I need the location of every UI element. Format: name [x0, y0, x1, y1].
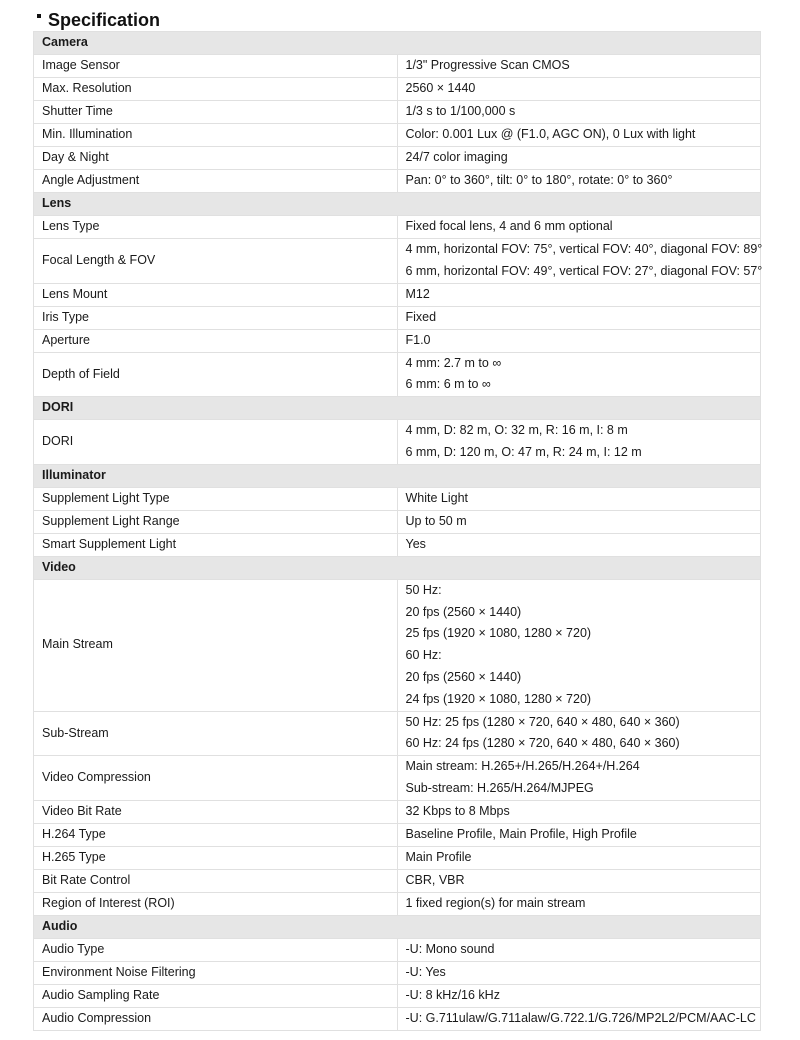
spec-value-line: F1.0 — [405, 332, 431, 347]
spec-row — [34, 846, 761, 869]
spec-row — [34, 306, 761, 329]
spec-key: Angle Adjustment — [34, 170, 398, 193]
section-header — [34, 915, 761, 938]
spec-value-line: 60 Hz: — [405, 648, 442, 663]
spec-row — [34, 420, 761, 465]
spec-value-line: CBR, VBR — [405, 872, 465, 887]
spec-value-line: Baseline Profile, Main Profile, High Profile — [405, 826, 637, 841]
spec-value — [397, 846, 761, 869]
section-title: Illuminator — [34, 464, 761, 487]
page-title-text: Specification — [48, 9, 161, 30]
spec-value-line: 6 mm: 6 m to ∞ — [405, 377, 491, 392]
spec-key: Max. Resolution — [34, 78, 398, 101]
spec-value — [397, 823, 761, 846]
spec-value-line: 20 fps (2560 × 1440) — [405, 669, 522, 684]
spec-value — [397, 306, 761, 329]
spec-row — [34, 216, 761, 239]
spec-row — [34, 55, 761, 78]
spec-row — [34, 823, 761, 846]
section-title: Camera — [34, 32, 761, 55]
spec-value-line: 60 Hz: 24 fps (1280 × 720, 640 × 480, 640 × 360) — [405, 736, 680, 751]
spec-value-line: 50 Hz: 25 fps (1280 × 720, 640 × 480, 640 × 360) — [405, 714, 680, 729]
spec-value — [397, 961, 761, 984]
spec-row — [34, 892, 761, 915]
spec-key: Audio Sampling Rate — [34, 984, 398, 1007]
section-title: DORI — [34, 397, 761, 420]
spec-value — [397, 55, 761, 78]
spec-row — [34, 329, 761, 352]
spec-value — [397, 283, 761, 306]
spec-value — [397, 216, 761, 239]
spec-row — [34, 579, 761, 711]
spec-row — [34, 533, 761, 556]
spec-key: Shutter Time — [34, 101, 398, 124]
spec-row — [34, 711, 761, 756]
spec-key: Lens Type — [34, 216, 398, 239]
page-title — [37, 8, 160, 32]
spec-value — [397, 800, 761, 823]
spec-row — [34, 487, 761, 510]
spec-value-line: 25 fps (1920 × 1080, 1280 × 720) — [405, 626, 592, 641]
spec-row — [34, 78, 761, 101]
spec-value-line: -U: Mono sound — [405, 941, 495, 956]
spec-value — [397, 510, 761, 533]
spec-key: Supplement Light Range — [34, 510, 398, 533]
spec-value — [397, 892, 761, 915]
spec-key: Image Sensor — [34, 55, 398, 78]
spec-value — [397, 711, 761, 756]
spec-value-line: 24 fps (1920 × 1080, 1280 × 720) — [405, 691, 592, 706]
spec-key: Lens Mount — [34, 283, 398, 306]
spec-row — [34, 510, 761, 533]
spec-key: Audio Type — [34, 938, 398, 961]
spec-value — [397, 101, 761, 124]
spec-key: Iris Type — [34, 306, 398, 329]
spec-value-line: -U: Yes — [405, 964, 446, 979]
spec-row — [34, 352, 761, 397]
spec-value-line: 1 fixed region(s) for main stream — [405, 895, 586, 910]
spec-value-line: 4 mm, horizontal FOV: 75°, vertical FOV: 40°, diagonal FOV: 89° — [405, 242, 763, 256]
spec-table — [33, 31, 761, 1031]
section-title: Video — [34, 556, 761, 579]
spec-value-line: Fixed — [405, 309, 437, 324]
section-header — [34, 397, 761, 420]
spec-value — [397, 329, 761, 352]
square-bullet-icon — [37, 14, 41, 18]
spec-key: H.265 Type — [34, 846, 398, 869]
spec-value-line: Yes — [405, 536, 426, 551]
spec-key: Video Compression — [34, 756, 398, 801]
spec-value-line: Up to 50 m — [405, 513, 467, 528]
spec-value-line: Sub-stream: H.265/H.264/MJPEG — [405, 780, 594, 795]
spec-value-line: 2560 × 1440 — [405, 81, 476, 96]
spec-key: Video Bit Rate — [34, 800, 398, 823]
spec-value-line: 24/7 color imaging — [405, 150, 508, 165]
spec-key: Region of Interest (ROI) — [34, 892, 398, 915]
spec-row — [34, 1007, 761, 1030]
spec-value — [397, 984, 761, 1007]
section-title: Audio — [34, 915, 761, 938]
spec-row — [34, 147, 761, 170]
spec-value — [397, 487, 761, 510]
spec-row — [34, 869, 761, 892]
spec-row — [34, 239, 761, 284]
spec-key: Environment Noise Filtering — [34, 961, 398, 984]
section-header — [34, 32, 761, 55]
spec-value-line: White Light — [405, 490, 469, 505]
spec-row — [34, 938, 761, 961]
spec-value — [397, 124, 761, 147]
spec-key: Min. Illumination — [34, 124, 398, 147]
spec-value-line: -U: G.711ulaw/G.711alaw/G.722.1/G.726/MP2L2/PCM/AAC-LC — [405, 1010, 756, 1025]
spec-row — [34, 170, 761, 193]
spec-value-line: 4 mm: 2.7 m to ∞ — [405, 355, 502, 370]
spec-key: Supplement Light Type — [34, 487, 398, 510]
spec-row — [34, 283, 761, 306]
spec-value-line: M12 — [405, 286, 430, 301]
spec-value-line: 4 mm, D: 82 m, O: 32 m, R: 16 m, I: 8 m — [405, 423, 628, 438]
spec-key: Sub-Stream — [34, 711, 398, 756]
spec-value — [397, 78, 761, 101]
spec-key: DORI — [34, 420, 398, 465]
spec-table-body — [34, 32, 761, 1031]
spec-row — [34, 124, 761, 147]
spec-key: Bit Rate Control — [34, 869, 398, 892]
spec-value — [397, 869, 761, 892]
spec-value — [397, 239, 761, 284]
spec-row — [34, 756, 761, 801]
spec-value-line: Main stream: H.265+/H.265/H.264+/H.264 — [405, 759, 640, 774]
spec-value — [397, 533, 761, 556]
spec-key: Smart Supplement Light — [34, 533, 398, 556]
section-header — [34, 193, 761, 216]
spec-value-line: 1/3" Progressive Scan CMOS — [405, 58, 570, 73]
spec-value-line: Main Profile — [405, 849, 472, 864]
spec-value — [397, 147, 761, 170]
spec-value-line: 20 fps (2560 × 1440) — [405, 604, 522, 619]
section-header — [34, 464, 761, 487]
spec-value-line: Fixed focal lens, 4 and 6 mm optional — [405, 219, 613, 234]
spec-row — [34, 984, 761, 1007]
spec-value — [397, 170, 761, 193]
spec-value — [397, 1007, 761, 1030]
spec-key: H.264 Type — [34, 823, 398, 846]
spec-value-line: Color: 0.001 Lux @ (F1.0, AGC ON), 0 Lux with light — [405, 127, 696, 142]
section-header — [34, 556, 761, 579]
spec-key: Audio Compression — [34, 1007, 398, 1030]
spec-key: Day & Night — [34, 147, 398, 170]
spec-value — [397, 579, 761, 711]
spec-value-line: 50 Hz: — [405, 582, 442, 597]
spec-value-line: Pan: 0° to 360°, tilt: 0° to 180°, rotate: 0° to 360° — [405, 173, 673, 188]
spec-key: Main Stream — [34, 579, 398, 711]
spec-row — [34, 961, 761, 984]
spec-key: Aperture — [34, 329, 398, 352]
spec-key: Focal Length & FOV — [34, 239, 398, 284]
spec-value-line: 1/3 s to 1/100,000 s — [405, 104, 516, 119]
spec-value-line: -U: 8 kHz/16 kHz — [405, 987, 500, 1002]
spec-value-line: 6 mm, horizontal FOV: 49°, vertical FOV: 27°, diagonal FOV: 57° — [405, 263, 763, 278]
spec-value — [397, 420, 761, 465]
section-title: Lens — [34, 193, 761, 216]
spec-value — [397, 938, 761, 961]
spec-row — [34, 101, 761, 124]
spec-value — [397, 352, 761, 397]
spec-value-line: 6 mm, D: 120 m, O: 47 m, R: 24 m, I: 12 m — [405, 444, 642, 459]
spec-key: Depth of Field — [34, 352, 398, 397]
spec-value — [397, 756, 761, 801]
spec-row — [34, 800, 761, 823]
spec-value-line: 32 Kbps to 8 Mbps — [405, 803, 510, 818]
